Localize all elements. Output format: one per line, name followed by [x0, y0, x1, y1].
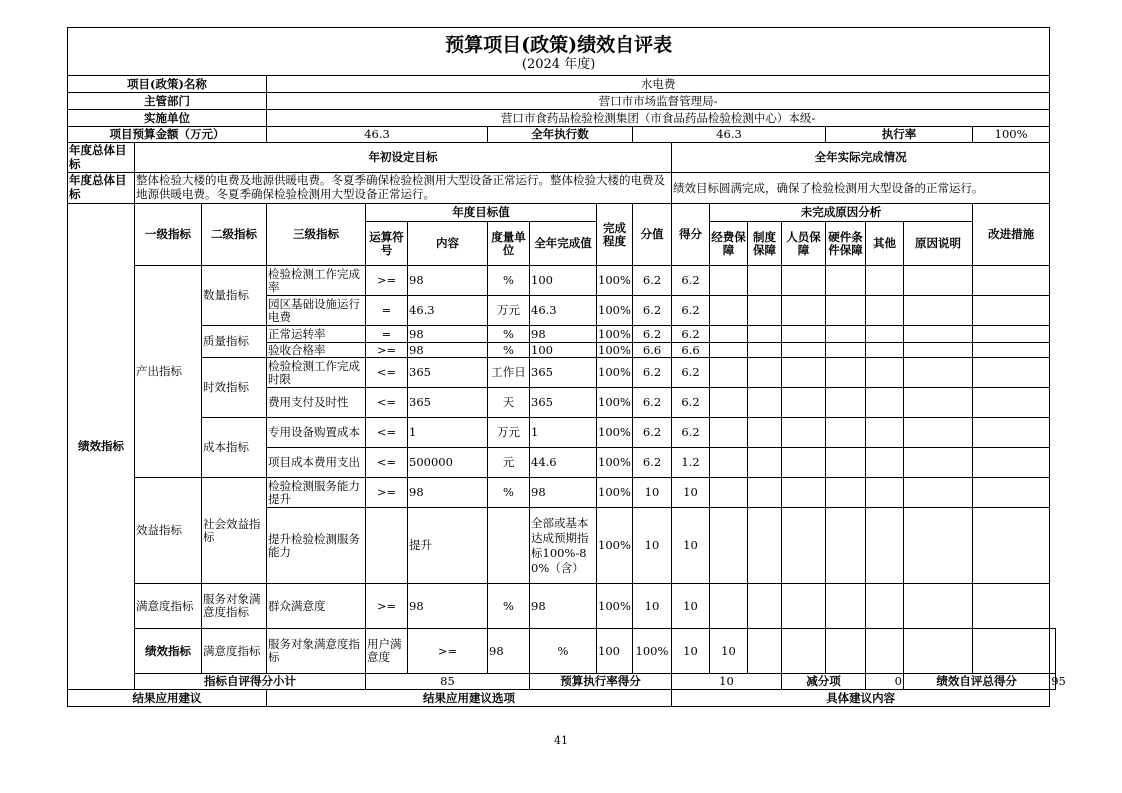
actual-goal-text: 绩效目标圆满完成，确保了检验检测用大型设备的正常运行。 — [672, 173, 1050, 204]
reason-cell — [866, 584, 904, 629]
reason-cell — [748, 478, 782, 508]
reason-cell — [826, 266, 866, 296]
indicator-name: 检验检测工作完成率 — [267, 266, 366, 296]
reason-cell — [710, 448, 748, 478]
improve-cell — [973, 358, 1050, 388]
budget-label: 项目预算金额（万元） — [68, 127, 267, 143]
form-title-cell — [68, 28, 1050, 76]
reason-cell — [904, 326, 973, 343]
perf-label-2: 绩效指标 — [135, 629, 202, 674]
indicator-score: 6.2 — [633, 358, 672, 388]
group-quality: 质量指标 — [202, 326, 267, 358]
indicator-op: <= — [366, 358, 408, 388]
indicator-got: 6.2 — [672, 296, 710, 326]
form-year: (2024 年度) — [521, 56, 596, 72]
indicator-done: 44.6 — [530, 448, 597, 478]
header-improve: 改进措施 — [973, 204, 1050, 266]
group-output: 产出指标 — [135, 266, 202, 478]
indicator-degree: 100% — [598, 342, 631, 357]
page-number: 41 — [554, 734, 568, 747]
indicator-got: 6.2 — [672, 358, 710, 388]
exec-rate-label: 执行率 — [826, 127, 973, 143]
indicator-content: 98 — [408, 326, 488, 343]
reason-cell — [748, 266, 782, 296]
indicator-content: 46.3 — [408, 296, 488, 326]
indicator-content: 98 — [408, 343, 488, 358]
indicator-name: 用户满意度 — [366, 629, 408, 674]
indicator-name: 检验检测工作完成时限 — [267, 358, 366, 388]
group-service-satisfaction-2: 服务对象满意度指标 — [267, 629, 366, 674]
exec-score-value: 10 — [672, 674, 782, 690]
reason-cell — [904, 266, 973, 296]
indicator-score: 6.2 — [633, 418, 672, 448]
indicator-done: 365 — [530, 358, 597, 388]
reason-cell — [866, 296, 904, 326]
improve-cell — [973, 388, 1050, 418]
header-unit: 度量单位 — [488, 222, 530, 266]
indicator-done: 98 — [530, 584, 597, 629]
indicator-score: 10 — [633, 508, 672, 584]
perf-label: 绩效指标 — [68, 204, 135, 690]
annual-exec-label: 全年执行数 — [488, 127, 633, 143]
reason-cell — [866, 629, 904, 674]
group-timeliness: 时效指标 — [202, 358, 267, 418]
reason-cell — [748, 343, 782, 358]
reason-cell — [904, 448, 973, 478]
improve-cell — [973, 326, 1050, 343]
apply-label: 结果应用建议 — [68, 690, 267, 707]
reason-cell — [866, 343, 904, 358]
header-r5: 其他 — [866, 222, 904, 266]
indicator-op: >= — [408, 629, 488, 674]
project-name-label: 项目(政策)名称 — [68, 76, 267, 93]
header-r1: 经费保障 — [710, 222, 748, 266]
reason-cell — [826, 629, 866, 674]
indicator-name: 检验检测服务能力提升 — [267, 478, 366, 508]
indicator-got: 6.6 — [672, 343, 710, 358]
reason-cell — [904, 508, 973, 584]
total-label: 绩效自评总得分 — [904, 674, 1050, 690]
indicator-op: >= — [366, 266, 408, 296]
indicator-got: 1.2 — [672, 448, 710, 478]
unit-value: 营口市食药品检验检测集团（市食品药品检验检测中心）本级- — [267, 110, 1050, 127]
indicator-op: >= — [366, 478, 408, 508]
indicator-score: 10 — [633, 478, 672, 508]
reason-cell — [826, 448, 866, 478]
reason-cell — [826, 478, 866, 508]
reason-cell — [782, 296, 826, 326]
apply-content-label: 具体建议内容 — [672, 690, 1050, 707]
indicator-got: 10 — [672, 508, 710, 584]
indicator-got: 6.2 — [672, 418, 710, 448]
indicator-got: 6.2 — [672, 266, 710, 296]
reason-cell — [782, 448, 826, 478]
reason-cell — [826, 584, 866, 629]
reason-cell — [866, 508, 904, 584]
header-score: 分值 — [633, 204, 672, 266]
reason-cell — [866, 326, 904, 343]
indicator-degree: 100% — [598, 326, 631, 341]
initial-goal-label: 年初设定目标 — [135, 143, 672, 173]
reason-cell — [826, 418, 866, 448]
evaluation-form — [67, 27, 1066, 720]
subtotal-value: 85 — [366, 674, 530, 690]
header-r6: 原因说明 — [904, 222, 973, 266]
reason-cell — [710, 296, 748, 326]
header-done: 全年完成值 — [530, 222, 597, 266]
reason-cell — [710, 418, 748, 448]
indicator-content: 98 — [408, 584, 488, 629]
indicator-content: 500000 — [408, 448, 488, 478]
annual-exec-value: 46.3 — [633, 127, 826, 143]
indicator-name: 正常运转率 — [267, 326, 366, 343]
reason-cell — [866, 388, 904, 418]
deduct-value: 0 — [866, 674, 904, 690]
exec-rate-value: 100% — [973, 127, 1050, 143]
indicator-done: 1 — [530, 418, 597, 448]
indicator-got: 10 — [672, 584, 710, 629]
indicator-score: 10 — [633, 584, 672, 629]
goal-left-label-2: 年度总体目标 — [68, 173, 135, 204]
indicator-degree: 100% — [597, 296, 633, 326]
reason-cell — [826, 343, 866, 358]
indicator-unit: 万元 — [488, 296, 530, 326]
group-service-satisfaction: 服务对象满意度指标 — [202, 584, 267, 629]
indicator-content: 98 — [408, 478, 488, 508]
indicator-done: 100 — [597, 629, 633, 674]
indicator-unit: % — [488, 343, 530, 358]
group-quantity: 数量指标 — [202, 266, 267, 326]
indicator-name: 提升检验检测服务能力 — [267, 508, 366, 584]
reason-cell — [904, 358, 973, 388]
indicator-name: 园区基础设施运行电费 — [267, 296, 366, 326]
reason-cell — [904, 629, 973, 674]
indicator-op: = — [366, 296, 408, 326]
reason-cell — [866, 418, 904, 448]
reason-cell — [782, 388, 826, 418]
budget-value: 46.3 — [267, 127, 488, 143]
reason-cell — [748, 358, 782, 388]
indicator-degree: 100% — [597, 584, 633, 629]
indicator-unit: % — [530, 629, 597, 674]
reason-cell — [826, 296, 866, 326]
group-satisfaction: 满意度指标 — [135, 584, 202, 629]
indicator-done: 365 — [530, 388, 597, 418]
indicator-name: 群众满意度 — [267, 584, 366, 629]
reason-cell — [748, 388, 782, 418]
reason-cell — [710, 388, 748, 418]
reason-cell — [904, 584, 973, 629]
reason-cell — [710, 266, 748, 296]
reason-cell — [904, 388, 973, 418]
form-title: 预算项目(政策)绩效自评表 — [445, 33, 673, 56]
indicator-unit: 工作日 — [488, 358, 530, 388]
reason-cell — [826, 326, 866, 343]
improve-cell — [973, 418, 1050, 448]
reason-cell — [748, 448, 782, 478]
indicator-content: 98 — [488, 629, 530, 674]
reason-cell — [782, 266, 826, 296]
goal-left-label: 年度总体目标 — [68, 143, 135, 173]
reason-cell — [748, 629, 782, 674]
header-reason-group: 未完成原因分析 — [710, 204, 973, 222]
reason-cell — [782, 358, 826, 388]
indicator-score: 6.2 — [633, 266, 672, 296]
improve-cell — [973, 448, 1050, 478]
indicator-unit: % — [488, 478, 530, 508]
indicator-unit: % — [488, 266, 530, 296]
indicator-content: 365 — [408, 358, 488, 388]
indicator-name: 验收合格率 — [267, 343, 366, 358]
subtotal-label: 指标自评得分小计 — [135, 674, 366, 690]
indicator-done: 98 — [530, 478, 597, 508]
reason-cell — [904, 343, 973, 358]
unit-label: 实施单位 — [68, 110, 267, 127]
evaluation-table — [67, 27, 1066, 707]
reason-cell — [866, 478, 904, 508]
indicator-op: <= — [366, 388, 408, 418]
indicator-got: 6.2 — [672, 326, 710, 343]
reason-cell — [710, 478, 748, 508]
indicator-name: 专用设备购置成本 — [267, 418, 366, 448]
dept-label: 主管部门 — [68, 93, 267, 110]
indicator-degree: 100% — [597, 418, 633, 448]
indicator-score: 6.6 — [633, 343, 672, 358]
reason-cell — [973, 629, 1050, 674]
deduct-label: 减分项 — [782, 674, 866, 690]
indicator-done: 100 — [530, 343, 597, 358]
reason-cell — [782, 478, 826, 508]
reason-cell — [782, 629, 826, 674]
header-op: 运算符号 — [366, 222, 408, 266]
indicator-got: 6.2 — [672, 388, 710, 418]
indicator-degree: 100% — [597, 266, 633, 296]
indicator-op: >= — [366, 584, 408, 629]
indicator-op: <= — [366, 418, 408, 448]
header-r2: 制度保障 — [748, 222, 782, 266]
reason-cell — [904, 478, 973, 508]
indicator-op: <= — [366, 448, 408, 478]
actual-goal-label: 全年实际完成情况 — [672, 143, 1050, 173]
reason-cell — [904, 296, 973, 326]
header-got: 得分 — [672, 204, 710, 266]
reason-cell — [866, 448, 904, 478]
reason-cell — [710, 358, 748, 388]
indicator-op: >= — [366, 343, 408, 358]
indicator-done: 98 — [530, 326, 597, 343]
improve-cell — [973, 508, 1050, 584]
indicator-unit: 天 — [488, 388, 530, 418]
improve-cell — [973, 296, 1050, 326]
exec-score-label: 预算执行率得分 — [530, 674, 672, 690]
indicator-done: 100 — [530, 266, 597, 296]
indicator-degree: 100% — [633, 629, 672, 674]
indicator-got: 10 — [672, 478, 710, 508]
indicator-degree: 100% — [597, 388, 633, 418]
apply-options-label: 结果应用建议选项 — [267, 690, 672, 707]
reason-cell — [782, 584, 826, 629]
indicator-op — [366, 508, 408, 584]
reason-cell — [826, 358, 866, 388]
indicator-unit — [488, 508, 530, 584]
reason-cell — [710, 508, 748, 584]
indicator-content: 1 — [408, 418, 488, 448]
improve-cell — [973, 478, 1050, 508]
indicator-name: 项目成本费用支出 — [267, 448, 366, 478]
reason-cell — [782, 418, 826, 448]
indicator-done: 46.3 — [530, 296, 597, 326]
header-lvl3: 三级指标 — [267, 204, 366, 266]
reason-cell — [866, 266, 904, 296]
reason-cell — [748, 326, 782, 343]
reason-cell — [748, 296, 782, 326]
indicator-content: 提升 — [408, 508, 488, 584]
improve-cell — [1050, 629, 1056, 674]
reason-cell — [826, 388, 866, 418]
indicator-unit: 万元 — [488, 418, 530, 448]
indicator-degree: 100% — [597, 448, 633, 478]
improve-cell — [973, 584, 1050, 629]
reason-cell — [748, 418, 782, 448]
project-name-value: 水电费 — [267, 76, 1050, 93]
group-cost: 成本指标 — [202, 418, 267, 478]
group-social: 社会效益指标 — [202, 478, 267, 584]
improve-cell — [973, 343, 1050, 358]
header-lvl1: 一级指标 — [135, 204, 202, 266]
improve-cell — [973, 266, 1050, 296]
reason-cell — [826, 508, 866, 584]
reason-cell — [710, 343, 748, 358]
group-benefit: 效益指标 — [135, 478, 202, 584]
indicator-score: 6.2 — [633, 448, 672, 478]
indicator-score: 6.2 — [633, 388, 672, 418]
reason-cell — [710, 326, 748, 343]
dept-value: 营口市市场监督管理局- — [267, 93, 1050, 110]
reason-cell — [710, 584, 748, 629]
group-satisfaction-2: 满意度指标 — [202, 629, 267, 674]
indicator-content: 98 — [408, 266, 488, 296]
initial-goal-text: 整体检验大楼的电费及地源供暖电费。冬夏季确保检验检测用大型设备正常运行。整体检验大楼的电费及地源供暖电费。冬夏季确保检验检测用大型设备正常运行。 — [135, 173, 672, 204]
indicator-content: 365 — [408, 388, 488, 418]
indicator-degree: 100% — [597, 478, 633, 508]
indicator-done: 全部或基本达成预期指标100%-80%（含） — [530, 508, 597, 584]
header-content: 内容 — [408, 222, 488, 266]
indicator-score: 6.2 — [633, 296, 672, 326]
indicator-op: = — [366, 326, 408, 343]
reason-cell — [748, 508, 782, 584]
indicator-unit: 元 — [488, 448, 530, 478]
indicator-unit: % — [488, 584, 530, 629]
indicator-unit: % — [488, 326, 530, 343]
header-r3: 人员保障 — [782, 222, 826, 266]
indicator-score: 10 — [672, 629, 710, 674]
reason-cell — [904, 418, 973, 448]
reason-cell — [782, 508, 826, 584]
header-degree: 完成程度 — [597, 204, 633, 266]
reason-cell — [748, 584, 782, 629]
indicator-name: 费用支付及时性 — [267, 388, 366, 418]
indicator-degree: 100% — [597, 508, 633, 584]
reason-cell — [866, 358, 904, 388]
header-lvl2: 二级指标 — [202, 204, 267, 266]
indicator-degree: 100% — [597, 358, 633, 388]
indicator-score: 6.2 — [633, 326, 672, 343]
reason-cell — [782, 343, 826, 358]
header-target-group: 年度目标值 — [366, 204, 597, 222]
reason-cell — [782, 326, 826, 343]
header-r4: 硬件条件保障 — [826, 222, 866, 266]
total-value: 95 — [1051, 674, 1066, 688]
indicator-got: 10 — [710, 629, 748, 674]
